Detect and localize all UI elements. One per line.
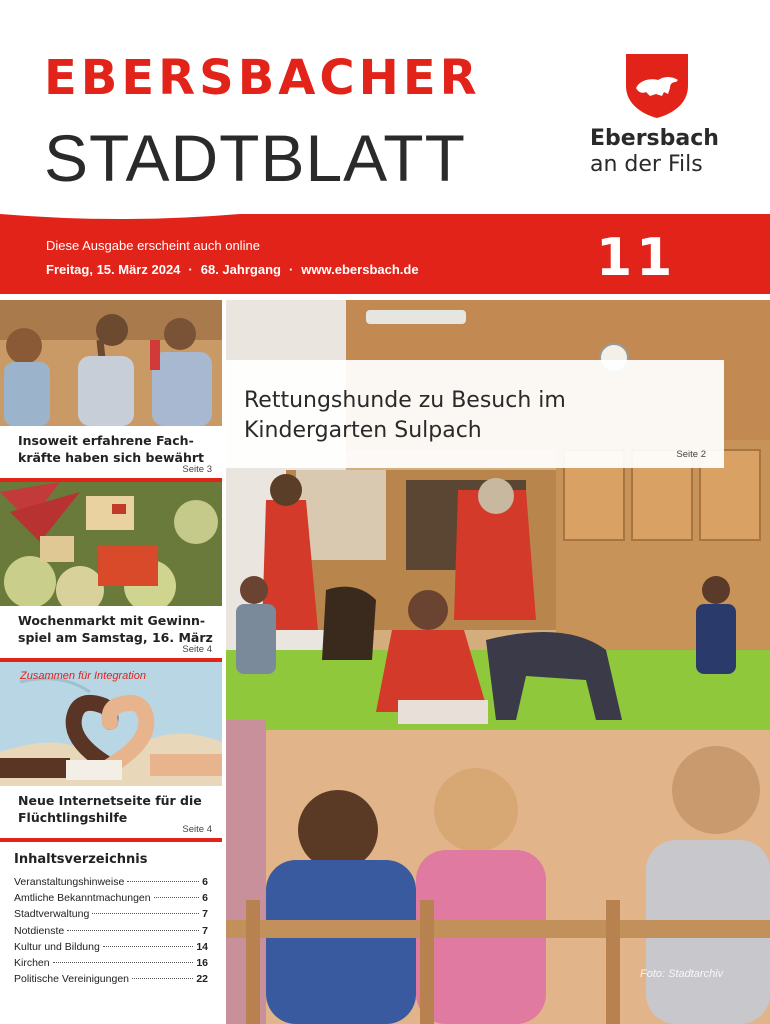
toc-item-label: Veranstaltungshinweise — [14, 876, 125, 888]
teaser-skilled-workers[interactable] — [0, 300, 222, 480]
toc-leader — [53, 962, 194, 963]
town-crest-logo — [624, 52, 690, 120]
online-note: Diese Ausgabe erscheint auch online — [46, 238, 260, 253]
teaser-page-ref: Seite 4 — [182, 644, 212, 655]
toc-item[interactable] — [14, 908, 208, 924]
teaser-refugee-help[interactable] — [0, 662, 222, 842]
toc-item-label: Kultur und Bildung — [14, 940, 100, 953]
headline-box[interactable] — [226, 360, 724, 468]
toc-item-label: Stadtverwaltung — [14, 908, 90, 921]
toc-item[interactable] — [14, 941, 208, 957]
headline-page-ref: Seite 2 — [676, 449, 706, 460]
toc-leader — [103, 946, 194, 947]
toc-item[interactable] — [14, 973, 208, 989]
photo-credit: Foto: Stadtarchiv — [640, 968, 724, 980]
toc-item-page: 7 — [202, 924, 208, 937]
town-subtitle: an der Fils — [590, 152, 703, 177]
issue-volume: 68. Jahrgang — [200, 262, 281, 277]
toc-item[interactable] — [14, 957, 208, 973]
teaser-caption: Insoweit erfahrene Fachkräfte haben sich bewährt — [18, 433, 204, 465]
toc-item-label: Notdienste — [14, 924, 65, 937]
separator: · — [288, 262, 294, 277]
toc-item-page: 6 — [202, 876, 208, 888]
teaser-caption: Wochenmarkt mit Gewinnspiel am Samstag, 16. März — [18, 613, 213, 645]
toc-item[interactable] — [14, 925, 208, 941]
teaser-page-ref: Seite 4 — [182, 824, 212, 835]
toc-title: Inhaltsverzeichnis — [14, 852, 148, 867]
separator: · — [188, 262, 193, 277]
toc-item[interactable] — [14, 876, 208, 892]
issue-date: Freitag, 15. März 2024 — [46, 262, 181, 277]
toc-item-page: 14 — [196, 940, 208, 953]
toc-leader — [67, 930, 199, 931]
toc-leader — [132, 978, 193, 979]
toc-item-page: 22 — [196, 973, 208, 986]
issue-number: 11 — [596, 228, 677, 288]
toc-leader — [92, 913, 199, 914]
teaser-page-ref: Seite 3 — [182, 464, 212, 475]
toc-leader — [154, 897, 200, 898]
masthead-title-top: EBERSBACHER — [44, 50, 481, 106]
toc-item-label: Kirchen — [14, 956, 50, 969]
toc-item[interactable] — [14, 892, 208, 908]
main-headline: Rettungshunde zu Besuch im Kindergarten Sulpach — [244, 388, 566, 443]
toc-item-page: 16 — [196, 956, 208, 969]
teaser-caption: Neue Internetseite für die Flüchtlingshilfe — [18, 793, 202, 825]
toc-item-page: 6 — [202, 892, 208, 905]
teaser-market[interactable] — [0, 482, 222, 660]
masthead-title-bottom: STADTBLATT — [44, 121, 466, 195]
issue-info-band — [0, 214, 770, 294]
table-of-contents — [0, 842, 222, 1024]
toc-item-label: Politische Vereinigungen — [14, 973, 129, 986]
toc-item-label: Amtliche Bekanntmachungen — [14, 892, 151, 905]
toc-item-page: 7 — [202, 908, 208, 921]
teaser-image-text: Zusammen für Integration — [20, 670, 146, 682]
town-name: Ebersbach — [590, 126, 719, 151]
toc-list — [14, 876, 208, 989]
toc-leader — [127, 881, 199, 882]
issue-meta — [46, 262, 419, 277]
website-link[interactable]: www.ebersbach.de — [301, 262, 419, 277]
teaser-photo-vegetables — [0, 482, 222, 606]
teaser-photo-children — [0, 300, 222, 426]
